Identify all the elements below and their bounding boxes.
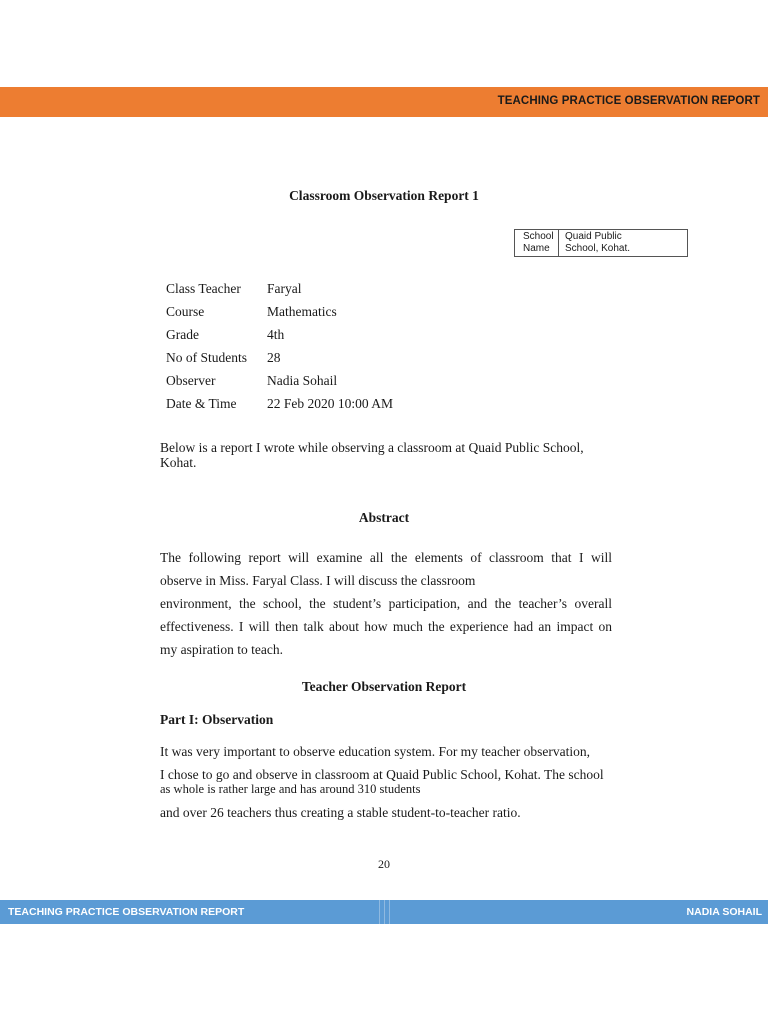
info-value: 28	[267, 350, 281, 365]
info-row-grade	[166, 326, 393, 349]
info-label: Class Teacher	[166, 281, 241, 296]
footer-band	[0, 900, 768, 924]
info-row-date-time	[166, 395, 393, 418]
teacher-report-heading: Teacher Observation Report	[301, 679, 467, 694]
report-title: Classroom Observation Report 1	[289, 188, 479, 203]
info-value: Faryal	[267, 281, 302, 296]
info-label: Grade	[166, 327, 199, 342]
observation-line: and over 26 teachers thus creating a stable student-to-teacher ratio.	[160, 805, 521, 820]
info-row-observer	[166, 372, 393, 395]
observation-line: It was very important to observe education system. For my teacher observation,	[160, 744, 591, 759]
school-name-value-line: School, Kohat.	[565, 243, 631, 254]
intro-line: Kohat.	[160, 455, 197, 470]
abstract-line: observe in Miss. Faryal Class. I will discuss the classroom	[160, 573, 476, 588]
class-info-list	[166, 280, 393, 418]
header-band	[0, 87, 768, 117]
info-row-students	[166, 349, 393, 372]
part-heading: Part I: Observation	[160, 712, 274, 727]
abstract-line: The following report will examine all the elements of classroom that I will	[160, 550, 612, 565]
observation-line: I chose to go and observe in classroom at Quaid Public School, Kohat. The school	[160, 767, 604, 782]
intro-paragraph	[160, 440, 612, 470]
info-row-class-teacher	[166, 280, 393, 303]
abstract-line: effectiveness. I will then talk about how much the experience had an impact on	[160, 619, 612, 634]
info-label: Observer	[166, 373, 216, 388]
footer-divider	[379, 900, 380, 924]
school-name-value-line: Quaid Public	[565, 231, 622, 242]
footer-author: NADIA SOHAIL	[686, 906, 762, 918]
info-label: Date & Time	[166, 396, 237, 411]
info-row-course	[166, 303, 393, 326]
info-value: 4th	[267, 327, 285, 342]
abstract-body	[160, 546, 612, 661]
school-name-label-line: School	[523, 231, 554, 242]
school-name-label-line: Name	[523, 243, 550, 254]
info-value: 22 Feb 2020 10:00 AM	[267, 396, 394, 411]
abstract-heading: Abstract	[358, 510, 410, 525]
info-label: No of Students	[166, 350, 247, 365]
observation-line: as whole is rather large and has around 310 students	[160, 782, 421, 796]
school-name-label	[515, 230, 559, 256]
school-name-table	[514, 229, 688, 257]
abstract-line: my aspiration to teach.	[160, 642, 283, 657]
info-value: Mathematics	[267, 304, 337, 319]
school-name-value	[560, 230, 687, 256]
footer-divider	[384, 900, 385, 924]
info-label: Course	[166, 304, 205, 319]
footer-title: TEACHING PRACTICE OBSERVATION REPORT	[8, 906, 245, 918]
abstract-line: environment, the school, the student’s participation, and the teacher’s overall	[160, 596, 612, 611]
intro-line: Below is a report I wrote while observing a classroom at Quaid Public School,	[160, 440, 584, 455]
header-title: TEACHING PRACTICE OBSERVATION REPORT	[497, 95, 760, 107]
info-value: Nadia Sohail	[267, 373, 338, 388]
footer-divider	[389, 900, 390, 924]
page-number: 20	[378, 857, 390, 871]
